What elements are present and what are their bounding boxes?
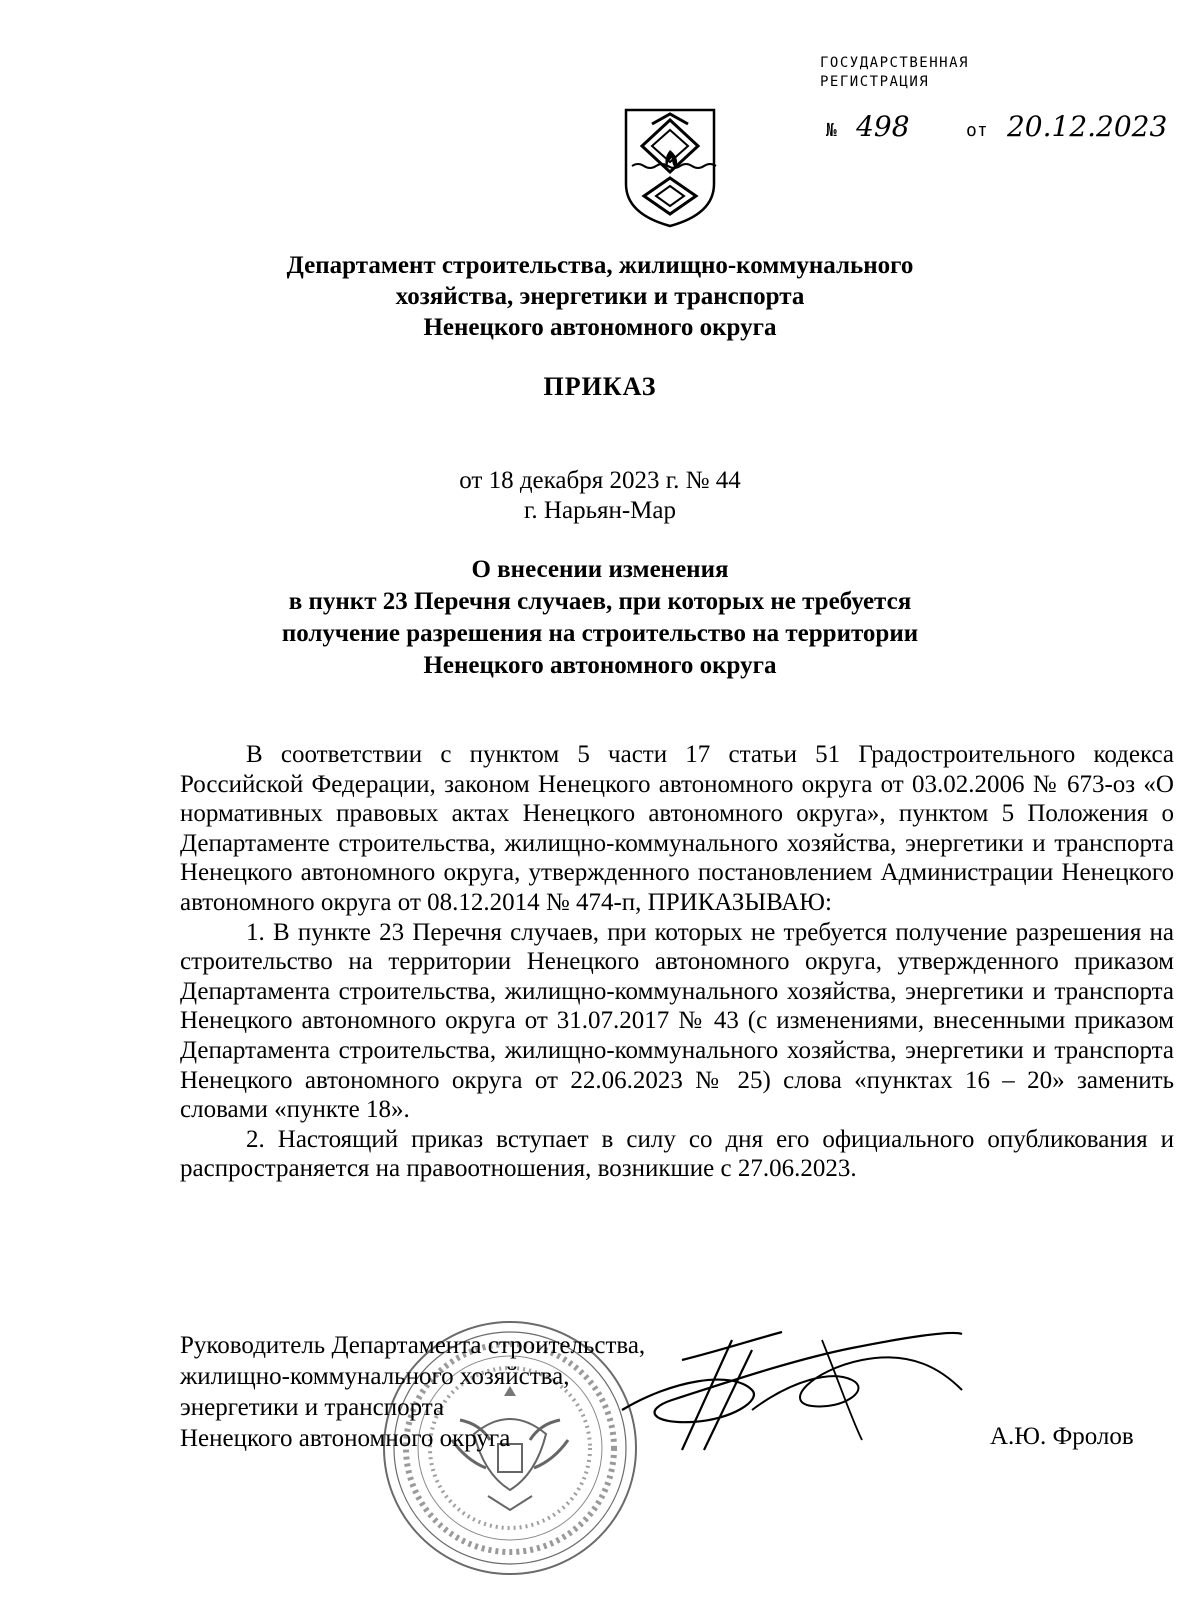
- subject-line-3: получение разрешения на строительство на территории: [281, 620, 919, 647]
- registration-date: 20.12.2023: [1006, 110, 1168, 143]
- position-line-3: энергетики и транспорта: [180, 1394, 445, 1421]
- handwritten-signature: [612, 1310, 972, 1460]
- item-1-paragraph: 1. В пункте 23 Перечня случаев, при которых не требуется получение разрешения на строительство на территории Ненецкого автономного округа, утвержденного приказом Департамента строительства, жилищно-коммунального хозяйства, энергетики и транспорта Ненецкого автономного округа от 31.07.2017 № 43 (с изменениями, внесенными приказом Департамента строительства, жилищно-коммунального хозяйства, энергетики и транспорта Ненецкого автономного округа от 22.06.2023 № 25) слова «пунктах 16 – 20» заменить словами «пункте 18».: [180, 918, 1174, 1124]
- department-line-1: Департамент строительства, жилищно-коммунального: [286, 252, 914, 279]
- registration-line-2: РЕГИСТРАЦИЯ: [820, 74, 930, 90]
- subject-line-1: О внесении изменения: [471, 556, 729, 583]
- document-subject: [0, 554, 1200, 682]
- subject-line-4: Ненецкого автономного округа: [423, 652, 777, 679]
- department-line-3: Ненецкого автономного округа: [423, 314, 777, 341]
- preamble-paragraph: В соответствии с пунктом 5 части 17 статьи 51 Градостроительного кодекса Российской Федерации, законом Ненецкого автономного округа от 03.02.2006 № 673-оз «О нормативных правовых актах Ненецкого автономного округа», пунктом 5 Положения о Департаменте строительства, жилищно-коммунального хозяйства, энергетики и транспорта Ненецкого автономного округа, утвержденного постановлением Администрации Ненецкого автономного округа от 08.12.2014 № 474-п, ПРИКАЗЫВАЮ:: [180, 741, 1174, 916]
- position-line-2: жилищно-коммунального хозяйства,: [180, 1363, 570, 1390]
- registration-stamp: [820, 54, 969, 92]
- registration-number: 498: [856, 110, 910, 143]
- registration-number-label: №: [826, 120, 837, 141]
- registration-line-1: ГОСУДАРСТВЕННАЯ: [820, 55, 969, 71]
- document-date: от 18 декабря 2023 г. № 44: [459, 467, 741, 494]
- coat-of-arms-icon: [622, 106, 718, 230]
- registration-number-line: [826, 110, 1167, 143]
- document-body: [180, 740, 1174, 1184]
- document-type: ПРИКАЗ: [543, 372, 657, 401]
- document-date-block: [0, 466, 1200, 526]
- department-line-2: хозяйства, энергетики и транспорта: [395, 283, 805, 310]
- document-city: г. Нарьян-Мар: [523, 497, 676, 524]
- registration-date-label: от: [966, 120, 988, 141]
- subject-line-2: в пункт 23 Перечня случаев, при которых не требуется: [288, 588, 912, 615]
- item-2-paragraph: 2. Настоящий приказ вступает в силу со дня его официального опубликования и распространяется на правоотношения, возникшие с 27.06.2023.: [180, 1125, 1174, 1183]
- position-line-4: Ненецкого автономного округа: [180, 1425, 511, 1452]
- signatory-position: [180, 1330, 645, 1454]
- position-line-1: Руководитель Департамента строительства,: [180, 1332, 646, 1359]
- department-name: [0, 250, 1200, 343]
- signatory-name: А.Ю. Фролов: [990, 1423, 1134, 1450]
